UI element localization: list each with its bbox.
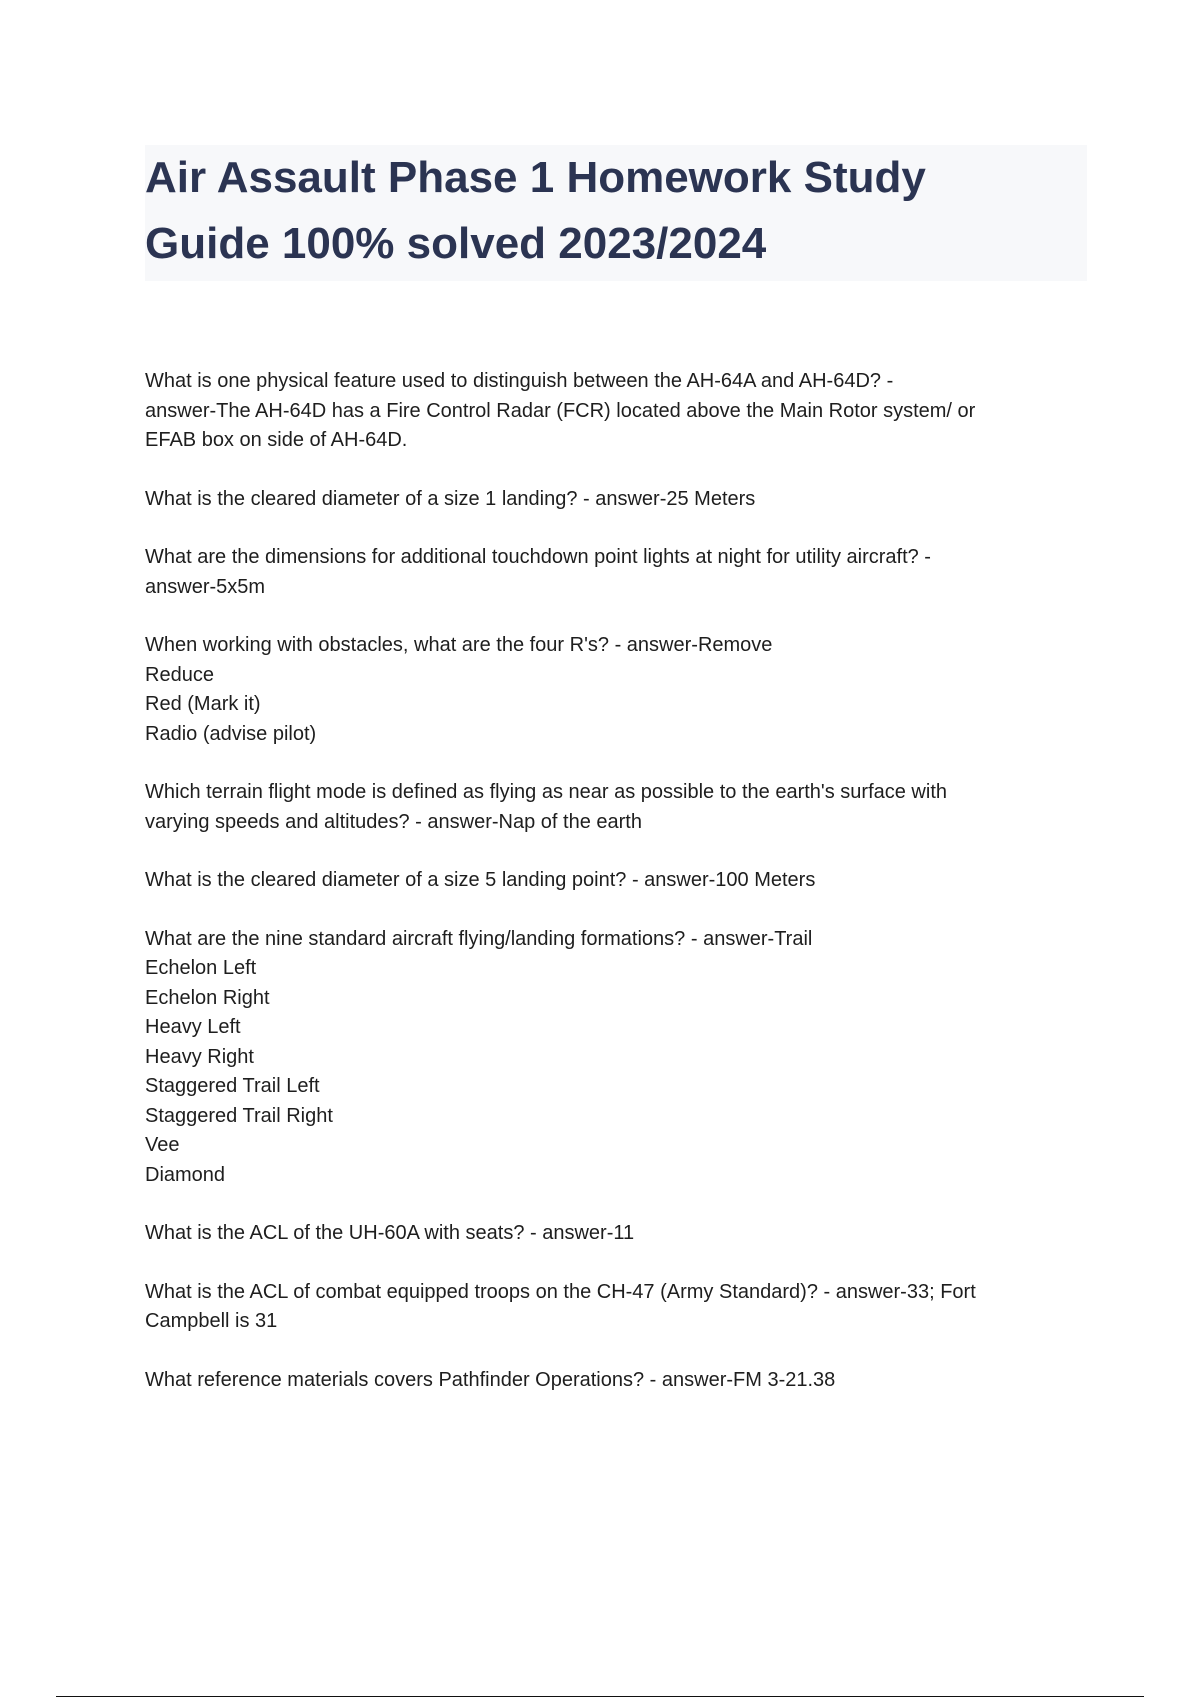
qa-line: Heavy Left bbox=[145, 1016, 241, 1038]
qa-line: What is the ACL of the UH-60A with seats? - answer-11 bbox=[145, 1222, 635, 1244]
qa-line: answer-5x5m bbox=[145, 575, 266, 598]
qa-item bbox=[145, 1278, 1085, 1337]
qa-item bbox=[145, 1219, 1085, 1249]
page-title bbox=[145, 145, 1087, 277]
qa-line: What are the nine standard aircraft flying/landing formations? - answer-Trail bbox=[145, 927, 813, 950]
qa-item bbox=[145, 778, 1085, 837]
qa-line: Staggered Trail Left bbox=[145, 1075, 320, 1097]
qa-line: EFAB box on side of AH-64D. bbox=[145, 429, 408, 451]
qa-line: Campbell is 31 bbox=[145, 1310, 278, 1332]
qa-line: Which terrain flight mode is defined as flying as near as possible to the earth's surface with bbox=[145, 781, 948, 803]
qa-item bbox=[145, 1366, 1085, 1396]
qa-line: When working with obstacles, what are the four R's? - answer-Remove bbox=[145, 634, 773, 656]
title-box bbox=[145, 145, 1087, 281]
qa-item bbox=[145, 485, 1085, 515]
qa-line: What is one physical feature used to distinguish between the AH-64A and AH-64D? - bbox=[145, 370, 894, 392]
qa-line: Echelon Left bbox=[145, 957, 257, 979]
qa-list bbox=[145, 367, 1085, 1424]
qa-item bbox=[145, 631, 1085, 749]
qa-line: varying speeds and altitudes? - answer-Nap of the earth bbox=[145, 810, 642, 833]
qa-line: Staggered Trail Right bbox=[145, 1104, 333, 1127]
qa-line: answer-The AH-64D has a Fire Control Radar (FCR) located above the Main Rotor system/ or bbox=[145, 399, 976, 422]
qa-item bbox=[145, 367, 1085, 456]
qa-line: Radio (advise pilot) bbox=[145, 722, 317, 745]
qa-item bbox=[145, 925, 1085, 1191]
qa-line: Echelon Right bbox=[145, 986, 270, 1009]
qa-line: What reference materials covers Pathfinder Operations? - answer-FM 3-21.38 bbox=[145, 1368, 836, 1391]
qa-line: What is the cleared diameter of a size 1 landing? - answer-25 Meters bbox=[145, 487, 756, 510]
qa-line: Vee bbox=[145, 1134, 180, 1156]
page-title-line-1: Air Assault Phase 1 Homework Study bbox=[145, 153, 926, 202]
footer-divider bbox=[56, 1696, 1144, 1697]
qa-line: What are the dimensions for additional touchdown point lights at night for utility aircraft? - bbox=[145, 546, 931, 568]
qa-line: Heavy Right bbox=[145, 1045, 254, 1068]
qa-item bbox=[145, 543, 1085, 602]
qa-line: Diamond bbox=[145, 1163, 226, 1186]
qa-line: What is the ACL of combat equipped troops on the CH-47 (Army Standard)? - answer-33; Fort bbox=[145, 1280, 976, 1303]
qa-line: Red (Mark it) bbox=[145, 693, 261, 715]
page-title-line-2: Guide 100% solved 2023/2024 bbox=[145, 219, 767, 268]
qa-line: What is the cleared diameter of a size 5 landing point? - answer-100 Meters bbox=[145, 869, 816, 891]
qa-item bbox=[145, 866, 1085, 896]
qa-line: Reduce bbox=[145, 663, 214, 686]
